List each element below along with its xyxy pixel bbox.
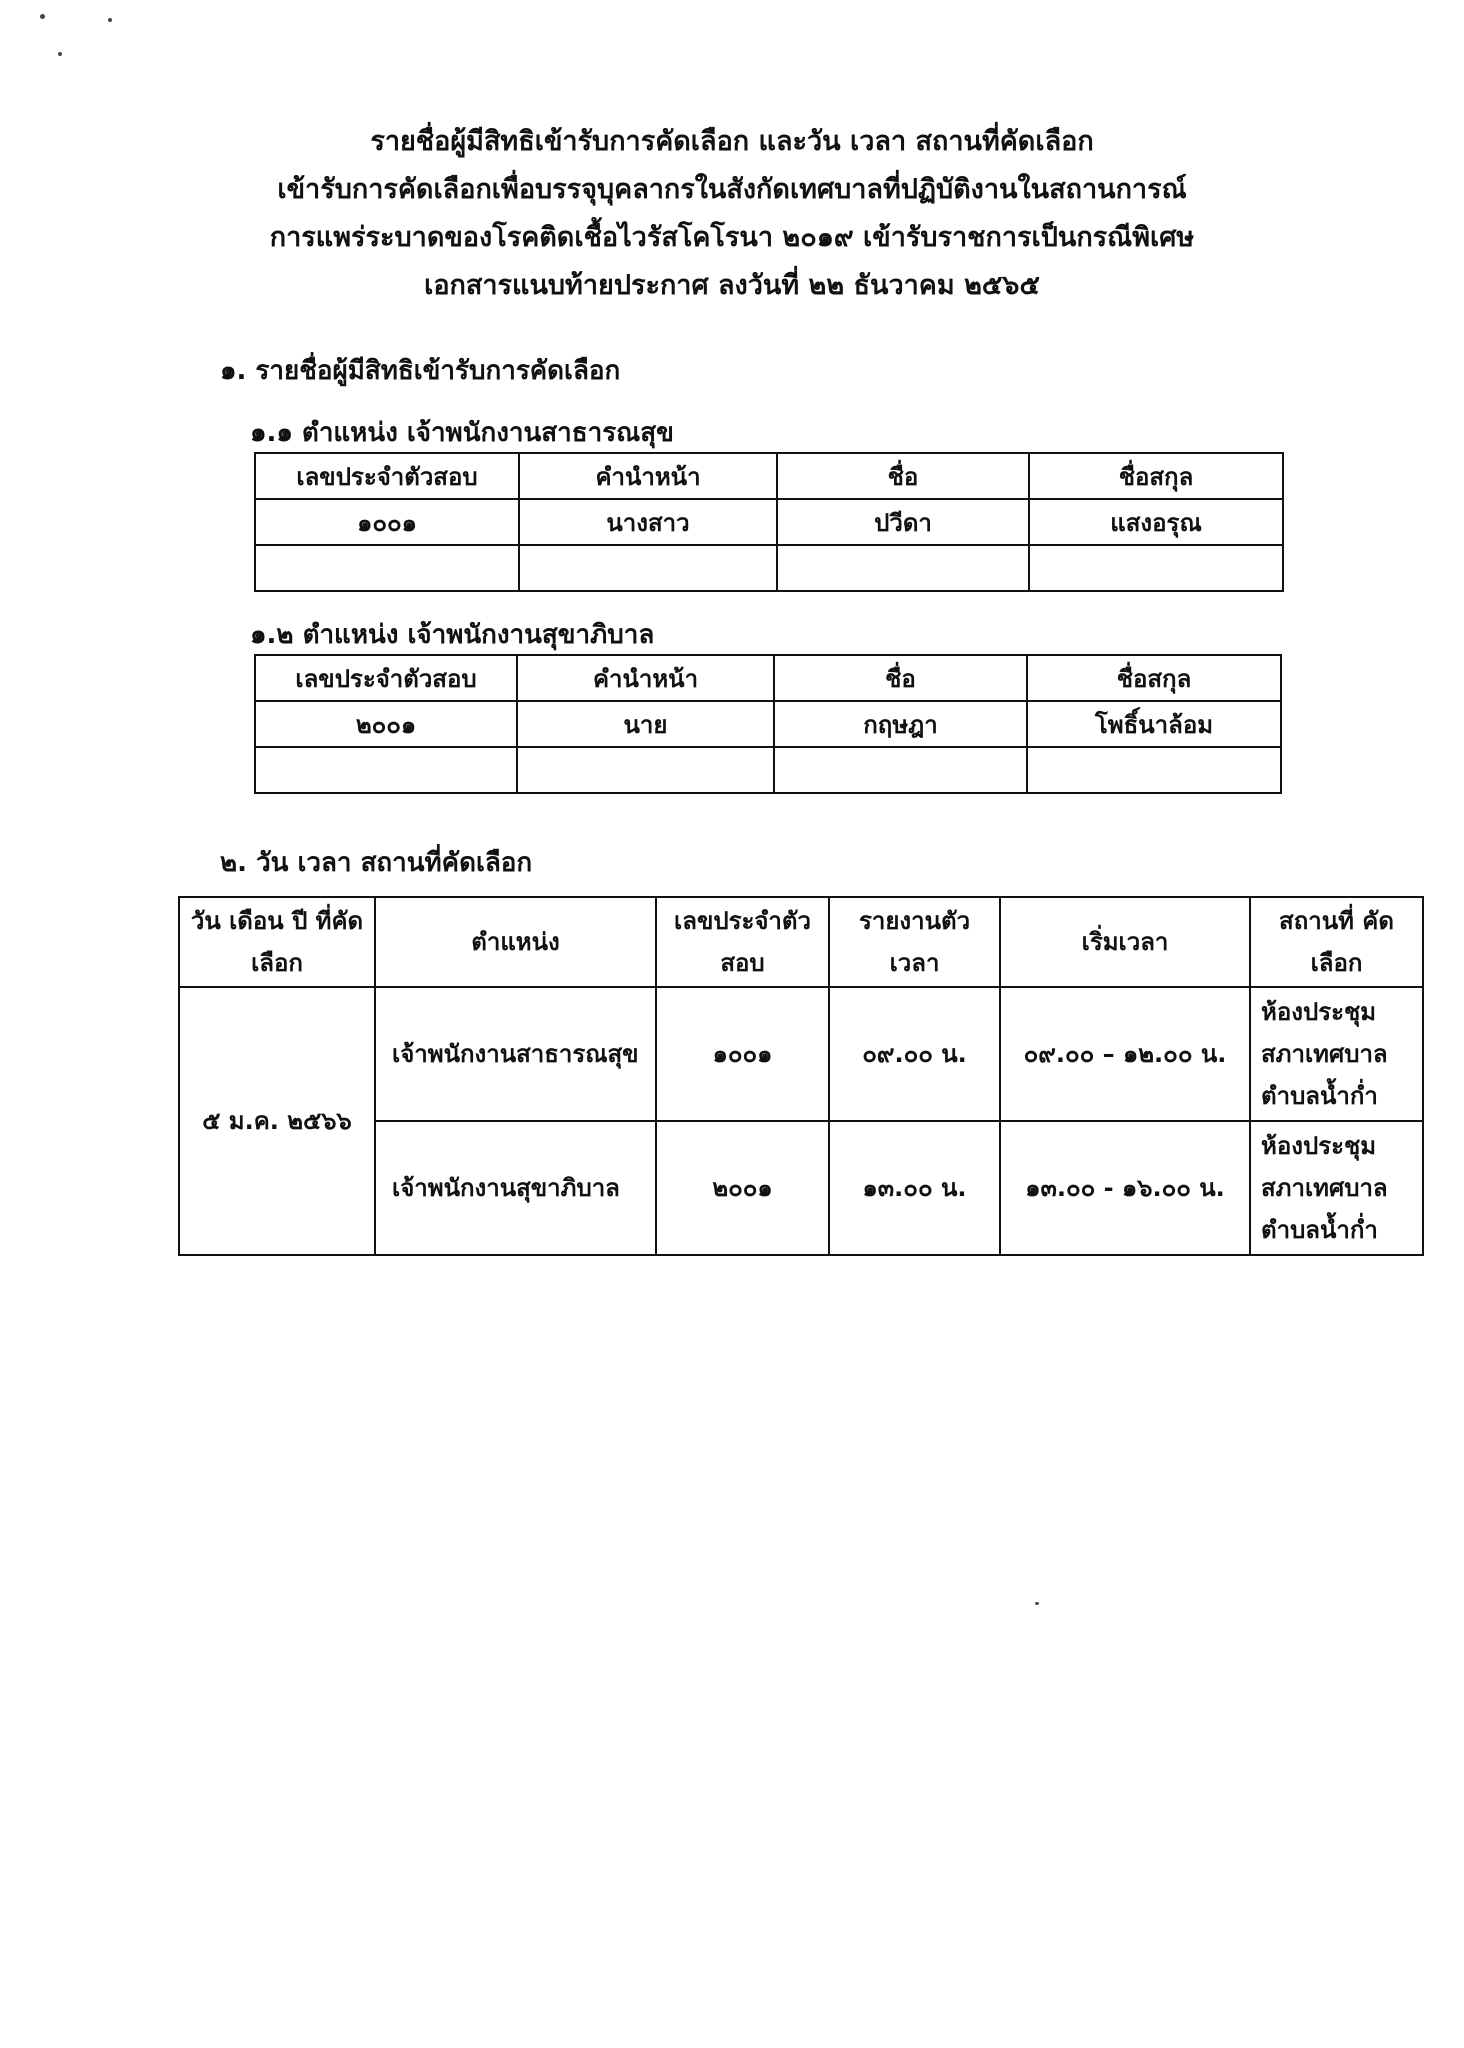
header-last-name: ชื่อสกุล bbox=[1027, 655, 1281, 701]
candidates-table-public-health bbox=[254, 452, 1284, 592]
table-header-row bbox=[179, 897, 1423, 987]
cell-last-name: แสงอรุณ bbox=[1029, 499, 1283, 545]
candidates-table-sanitation bbox=[254, 654, 1282, 794]
cell-venue: ห้องประชุม สภาเทศบาล ตำบลน้ำก่ำ bbox=[1250, 1121, 1423, 1255]
cell-exam-id: ๒๐๐๑ bbox=[656, 1121, 829, 1255]
cell-prefix: นางสาว bbox=[519, 499, 777, 545]
header-date: วัน เดือน ปี ที่คัดเลือก bbox=[179, 897, 375, 987]
scan-speck bbox=[1035, 1602, 1039, 1605]
cell-position: เจ้าพนักงานสาธารณสุข bbox=[375, 987, 656, 1121]
header-exam-id: เลขประจำตัว สอบ bbox=[656, 897, 829, 987]
title-line-2: เข้ารับการคัดเลือกเพื่อบรรจุบุคลากรในสังกัดเทศบาลที่ปฏิบัติงานในสถานการณ์ bbox=[277, 174, 1187, 205]
section1-2-heading: ๑.๒ ตำแหน่ง เจ้าพนักงานสุขาภิบาล bbox=[250, 620, 655, 650]
cell-venue: ห้องประชุม สภาเทศบาล ตำบลน้ำก่ำ bbox=[1250, 987, 1423, 1121]
cell-exam-id: ๒๐๐๑ bbox=[255, 701, 517, 747]
header-last-name: ชื่อสกุล bbox=[1029, 453, 1283, 499]
title-line-4: เอกสารแนบท้ายประกาศ ลงวันที่ ๒๒ ธันวาคม ๒๕๖๕ bbox=[424, 270, 1040, 301]
cell-last-name: โพธิ์นาล้อม bbox=[1027, 701, 1281, 747]
cell-date: ๕ ม.ค. ๒๕๖๖ bbox=[179, 987, 375, 1255]
header-first-name: ชื่อ bbox=[774, 655, 1027, 701]
cell-report-time: ๑๓.๐๐ น. bbox=[829, 1121, 1000, 1255]
cell-start-time: ๐๙.๐๐ – ๑๒.๐๐ น. bbox=[1000, 987, 1250, 1121]
table-row-empty bbox=[255, 545, 1283, 591]
cell-exam-id: ๑๐๐๑ bbox=[656, 987, 829, 1121]
document-title bbox=[0, 118, 1464, 310]
header-venue: สถานที่ คัดเลือก bbox=[1250, 897, 1423, 987]
section1-1-heading: ๑.๑ ตำแหน่ง เจ้าพนักงานสาธารณสุข bbox=[250, 418, 674, 448]
cell-start-time: ๑๓.๐๐ - ๑๖.๐๐ น. bbox=[1000, 1121, 1250, 1255]
header-start-time: เริ่มเวลา bbox=[1000, 897, 1250, 987]
header-prefix: คำนำหน้า bbox=[517, 655, 774, 701]
cell-exam-id: ๑๐๐๑ bbox=[255, 499, 519, 545]
header-prefix: คำนำหน้า bbox=[519, 453, 777, 499]
section2-heading: ๒. วัน เวลา สถานที่คัดเลือก bbox=[220, 848, 533, 878]
table-header-row bbox=[255, 453, 1283, 499]
scan-speck bbox=[58, 52, 62, 56]
header-report-time: รายงานตัว เวลา bbox=[829, 897, 1000, 987]
header-exam-id: เลขประจำตัวสอบ bbox=[255, 655, 517, 701]
cell-prefix: นาย bbox=[517, 701, 774, 747]
table-row bbox=[179, 987, 1423, 1121]
section1-heading: ๑. รายชื่อผู้มีสิทธิเข้ารับการคัดเลือก bbox=[220, 356, 621, 386]
header-first-name: ชื่อ bbox=[777, 453, 1029, 499]
title-line-3: การแพร่ระบาดของโรคติดเชื้อไวรัสโคโรนา ๒๐๑๙ เข้ารับราชการเป็นกรณีพิเศษ bbox=[269, 222, 1195, 253]
title-line-1: รายชื่อผู้มีสิทธิเข้ารับการคัดเลือก และวัน เวลา สถานที่คัดเลือก bbox=[370, 126, 1094, 157]
table-row bbox=[255, 701, 1281, 747]
header-exam-id: เลขประจำตัวสอบ bbox=[255, 453, 519, 499]
scan-speck bbox=[108, 18, 112, 22]
selection-schedule-table bbox=[178, 896, 1424, 1256]
cell-first-name: กฤษฎา bbox=[774, 701, 1027, 747]
cell-first-name: ปวีดา bbox=[777, 499, 1029, 545]
cell-position: เจ้าพนักงานสุขาภิบาล bbox=[375, 1121, 656, 1255]
scan-speck bbox=[40, 14, 45, 19]
cell-report-time: ๐๙.๐๐ น. bbox=[829, 987, 1000, 1121]
table-row-empty bbox=[255, 747, 1281, 793]
table-row bbox=[255, 499, 1283, 545]
header-position: ตำแหน่ง bbox=[375, 897, 656, 987]
table-header-row bbox=[255, 655, 1281, 701]
